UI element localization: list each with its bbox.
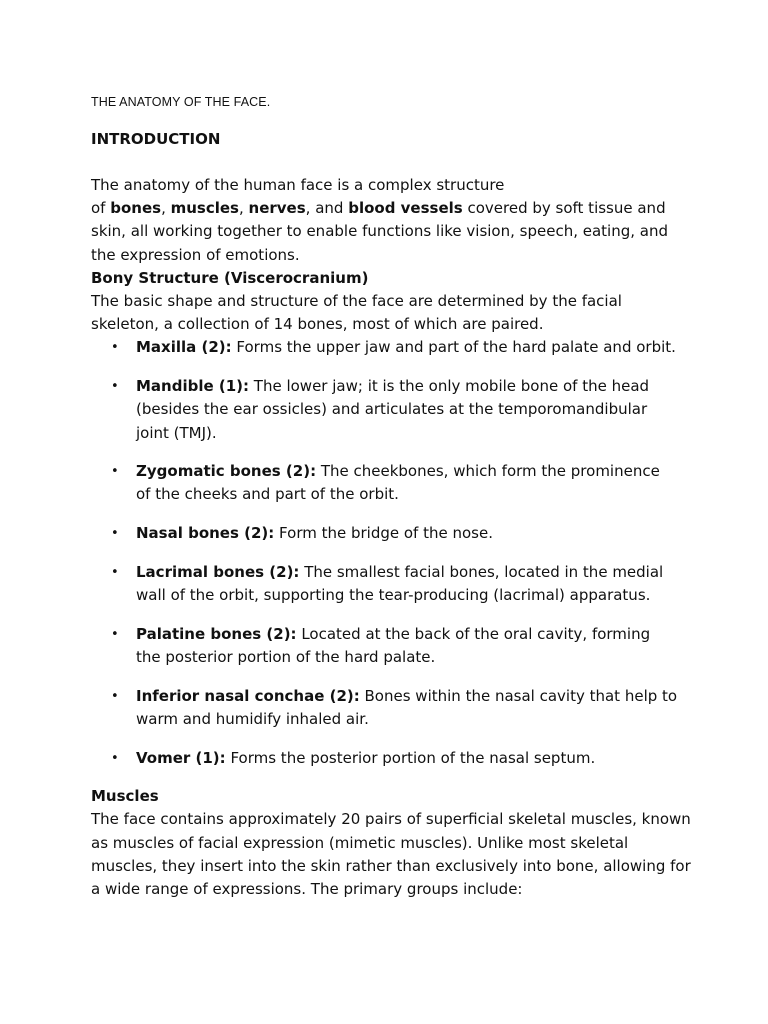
- bullet-icon: •: [111, 626, 119, 642]
- list-item: [91, 336, 691, 359]
- bone-name: Vomer (1):: [136, 748, 226, 767]
- bone-name: Palatine bones (2):: [136, 624, 297, 643]
- bone-description: Bones within the nasal cavity that help to warm and humidify inhaled air.: [136, 686, 678, 728]
- bony-structure-paragraph: The basic shape and structure of the face are determined by the facial skeleton, a collection of 14 bones, most of which are paired.: [91, 292, 622, 334]
- bullet-icon: •: [111, 464, 119, 480]
- bullet-icon: •: [111, 526, 119, 542]
- bone-list: [91, 336, 691, 769]
- document-title: THE ANATOMY OF THE FACE.: [91, 95, 271, 109]
- bone-name: Nasal bones (2):: [136, 524, 275, 543]
- intro-line-1: The anatomy of the human face is a complex structure: [91, 176, 505, 194]
- bone-name: Lacrimal bones (2):: [136, 562, 300, 581]
- bone-name: Zygomatic bones (2):: [136, 462, 317, 481]
- list-item: [91, 747, 691, 770]
- bullet-icon: •: [111, 379, 119, 395]
- bullet-icon: •: [111, 750, 119, 766]
- term-muscles: muscles: [170, 199, 239, 218]
- bullet-icon: •: [111, 340, 119, 356]
- introduction-paragraph: The anatomy of the human face is a complex structure of bones, muscles, nerves, and blood vessels covered by soft tissue and skin, all working together to enable functions like vision, speech, eating, and the expression of emotions.: [91, 176, 668, 264]
- list-item: [91, 460, 691, 506]
- bone-description: The smallest facial bones, located in the medial wall of the orbit, supporting the tear-producing (lacrimal) apparatus.: [136, 562, 664, 605]
- term-blood-vessels: blood vessels: [348, 199, 463, 218]
- list-item: [91, 685, 691, 731]
- bone-description: Form the bridge of the nose.: [274, 524, 493, 543]
- muscles-heading: Muscles: [91, 787, 159, 806]
- list-item: [91, 522, 691, 545]
- document-body: [91, 174, 691, 901]
- bone-name: Maxilla (2):: [136, 338, 232, 357]
- bullet-icon: •: [111, 688, 119, 704]
- bone-description: Forms the posterior portion of the nasal septum.: [225, 748, 596, 767]
- introduction-heading: INTRODUCTION: [91, 130, 221, 148]
- list-item: [91, 375, 691, 445]
- intro-rest: covered by soft tissue and skin, all working together to enable functions like vision, speech, eating, and the expression of emotions.: [91, 199, 668, 264]
- list-item: [91, 623, 691, 669]
- term-bones: bones: [110, 199, 162, 218]
- bone-description: Forms the upper jaw and part of the hard palate and orbit.: [231, 338, 676, 357]
- list-item: [91, 561, 691, 607]
- bony-structure-heading: Bony Structure (Viscerocranium): [91, 268, 369, 287]
- term-nerves: nerves: [248, 199, 306, 218]
- bone-name: Inferior nasal conchae (2):: [136, 686, 360, 705]
- bullet-icon: •: [111, 564, 119, 580]
- bone-description: The cheekbones, which form the prominence of the cheeks and part of the orbit.: [136, 462, 660, 504]
- bone-description: Located at the back of the oral cavity, forming the posterior portion of the hard palate.: [136, 624, 651, 666]
- muscles-paragraph: The face contains approximately 20 pairs of superficial skeletal muscles, known as muscles of facial expression (mimetic muscles). Unlike most skeletal muscles, they insert into the skin rather than exclusively into bone, allowing for a wide range of expressions. The primary groups include:: [91, 810, 691, 899]
- bone-name: Mandible (1):: [136, 377, 250, 396]
- bone-description: The lower jaw; it is the only mobile bone of the head (besides the ear ossicles) and articulates at the temporomandibular joint (TMJ).: [136, 377, 650, 442]
